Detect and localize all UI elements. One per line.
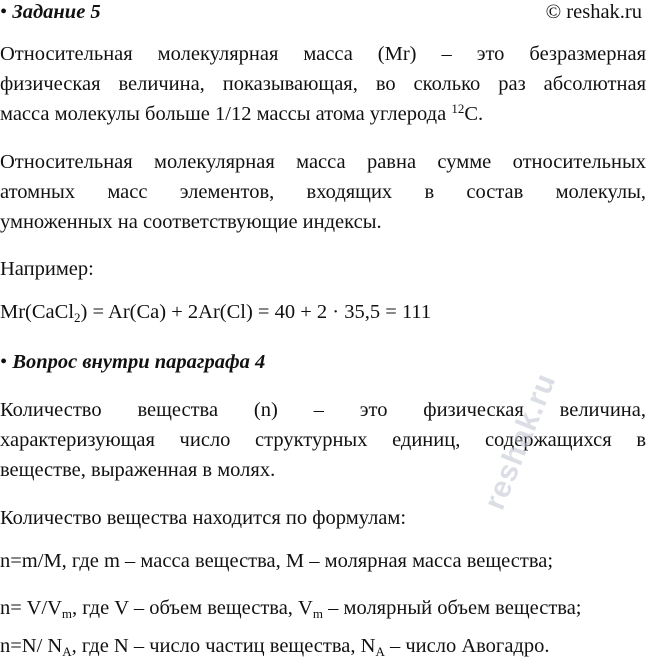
formula-particles bbox=[0, 634, 646, 658]
paragraph3-line2: характеризующая число структурных единиц, содержащихся в bbox=[0, 429, 646, 451]
watermark-reshak: reshak.ru bbox=[478, 368, 563, 515]
task-title: Задание 5 bbox=[12, 1, 101, 23]
paragraph2-line2: атомных масс элементов, входящих в состав молекулы, bbox=[0, 181, 646, 203]
formula-volume-part2: , где V – объем вещества, V bbox=[72, 597, 313, 619]
formula-particles-part1: n=N/ N bbox=[0, 635, 63, 657]
paragraph3-line1: Количество вещества (n) – это физическая величина, bbox=[0, 399, 646, 421]
paragraph1-line2: физическая величина, показывающая, во сколько раз абсолютная bbox=[0, 73, 646, 95]
section-heading bbox=[0, 350, 646, 374]
formula-volume-sub2: m bbox=[312, 606, 323, 621]
paragraph1-line3 bbox=[0, 102, 646, 126]
formula-volume-part3: – молярный объем вещества; bbox=[323, 597, 582, 619]
formula-volume-part1: n= V/V bbox=[0, 597, 62, 619]
example-formula bbox=[0, 300, 646, 324]
section-title: Вопрос внутри параграфа 4 bbox=[12, 351, 266, 373]
formulas-intro: Количество вещества находится по формулам: bbox=[0, 507, 407, 529]
paragraph2-line3: умноженных на соответствующие индексы. bbox=[0, 211, 382, 233]
formula-particles-sub1: A bbox=[62, 644, 72, 659]
copyright-label: © reshak.ru bbox=[545, 1, 642, 23]
formula-mass: n=m/M, где m – масса вещества, M – молярная масса вещества; bbox=[0, 550, 554, 572]
isotope-superscript: 12 bbox=[451, 101, 465, 116]
formula-volume-sub1: m bbox=[61, 606, 72, 621]
paragraph3-line3: веществе, выраженная в молях. bbox=[0, 459, 276, 481]
formula-volume bbox=[0, 596, 646, 620]
example-label: Например: bbox=[0, 258, 94, 280]
section-bullet: • bbox=[0, 351, 13, 373]
formula-subscript: 2 bbox=[74, 310, 81, 325]
paragraph2-line1: Относительная молекулярная масса равна сумме относительных bbox=[0, 151, 646, 173]
paragraph1-line3-text: масса молекулы больше 1/12 массы атома углерода bbox=[0, 103, 452, 125]
formula-particles-sub2: A bbox=[375, 644, 385, 659]
formula-part2: ) = Ar(Ca) + 2Ar(Cl) = 40 + 2 · 35,5 = 111 bbox=[80, 301, 432, 323]
formula-particles-part2: , где N – число частиц вещества, N bbox=[71, 635, 376, 657]
formula-part1: Mr(CaCl bbox=[0, 301, 75, 323]
paragraph1-line1: Относительная молекулярная масса (Mr) – это безразмерная bbox=[0, 43, 646, 65]
paragraph1-line3-end: C. bbox=[464, 103, 484, 125]
task-bullet: • bbox=[0, 1, 13, 23]
formula-particles-part3: – число Авогадро. bbox=[384, 635, 550, 657]
